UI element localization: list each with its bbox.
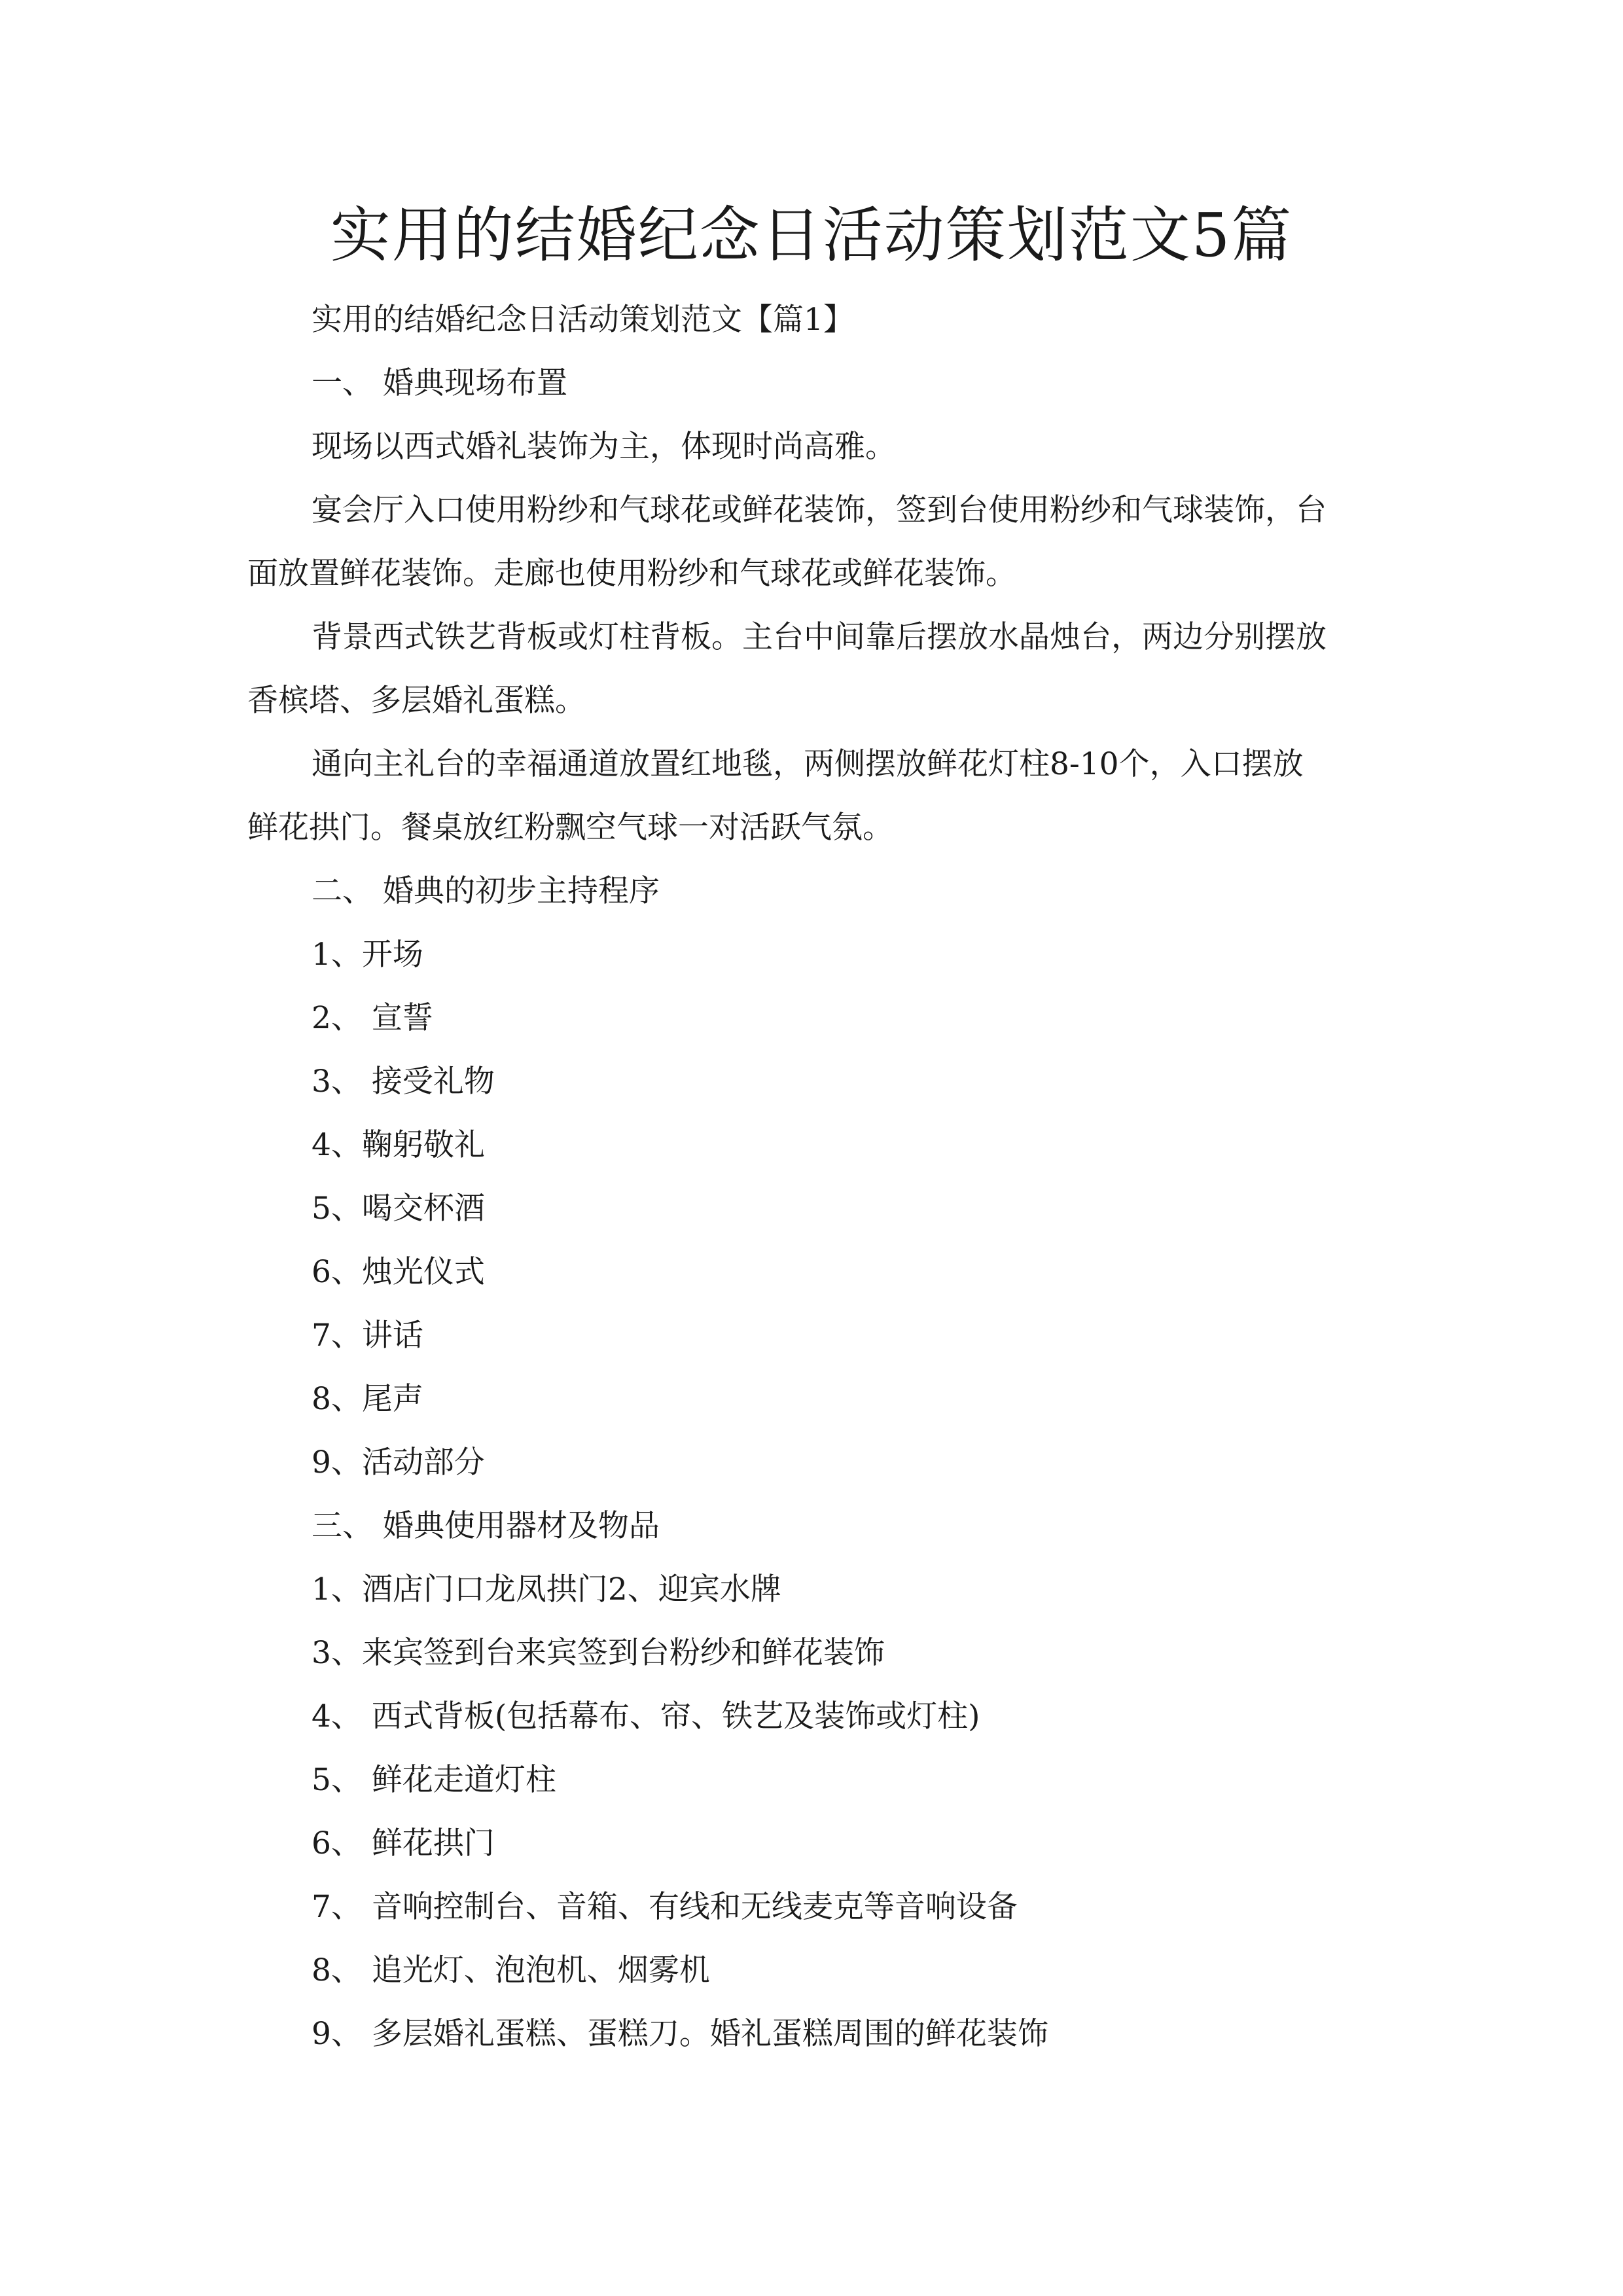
paragraph-continuation: 面放置鲜花装饰。走廊也使用粉纱和气球花或鲜花装饰。 — [247, 556, 1016, 592]
list-item: 5、 鲜花走道灯柱 — [312, 1762, 556, 1798]
list-item: 4、 西式背板(包括幕布、帘、铁艺及装饰或灯柱) — [312, 1698, 980, 1734]
section-heading-2: 二、 婚典的初步主持程序 — [312, 873, 660, 909]
paragraph: 现场以西式婚礼装饰为主，体现时尚高雅。 — [312, 429, 896, 465]
paragraph: 背景西式铁艺背板或灯柱背板。主台中间靠后摆放水晶烛台，两边分别摆放 — [312, 619, 1327, 655]
paragraph: 宴会厅入口使用粉纱和气球花或鲜花装饰，签到台使用粉纱和气球装饰，台 — [312, 492, 1327, 528]
list-item: 4、鞠躬敬礼 — [312, 1127, 485, 1163]
paragraph-continuation: 香槟塔、多层婚礼蛋糕。 — [247, 683, 586, 719]
list-item: 6、烛光仪式 — [312, 1254, 485, 1290]
list-item: 1、酒店门口龙凤拱门2、迎宾水牌 — [312, 1571, 781, 1607]
list-item: 7、讲话 — [312, 1318, 423, 1354]
list-item: 7、 音响控制台、音箱、有线和无线麦克等音响设备 — [312, 1889, 1018, 1925]
list-item: 8、 追光灯、泡泡机、烟雾机 — [312, 1952, 710, 1988]
list-item: 1、开场 — [312, 937, 423, 973]
document-body — [247, 288, 1380, 2066]
paragraph: 通向主礼台的幸福通道放置红地毯，两侧摆放鲜花灯柱8-10个，入口摆放 — [312, 746, 1304, 782]
list-item: 2、 宣誓 — [312, 1000, 433, 1036]
document-title: 实用的结婚纪念日活动策划范文5篇 — [330, 200, 1293, 270]
list-item: 6、 鲜花拱门 — [312, 1825, 495, 1861]
section-heading-1: 一、 婚典现场布置 — [312, 365, 567, 401]
list-item: 5、喝交杯酒 — [312, 1191, 485, 1227]
list-item: 9、活动部分 — [312, 1444, 485, 1480]
list-item: 9、 多层婚礼蛋糕、蛋糕刀。婚礼蛋糕周围的鲜花装饰 — [312, 2016, 1048, 2052]
article-subtitle: 实用的结婚纪念日活动策划范文【篇1】 — [312, 302, 854, 338]
list-item: 8、尾声 — [312, 1381, 423, 1417]
list-item: 3、 接受礼物 — [312, 1064, 495, 1100]
paragraph-continuation: 鲜花拱门。餐桌放红粉飘空气球一对活跃气氛。 — [247, 810, 893, 846]
section-heading-3: 三、 婚典使用器材及物品 — [312, 1508, 660, 1544]
list-item: 3、来宾签到台来宾签到台粉纱和鲜花装饰 — [312, 1635, 885, 1671]
